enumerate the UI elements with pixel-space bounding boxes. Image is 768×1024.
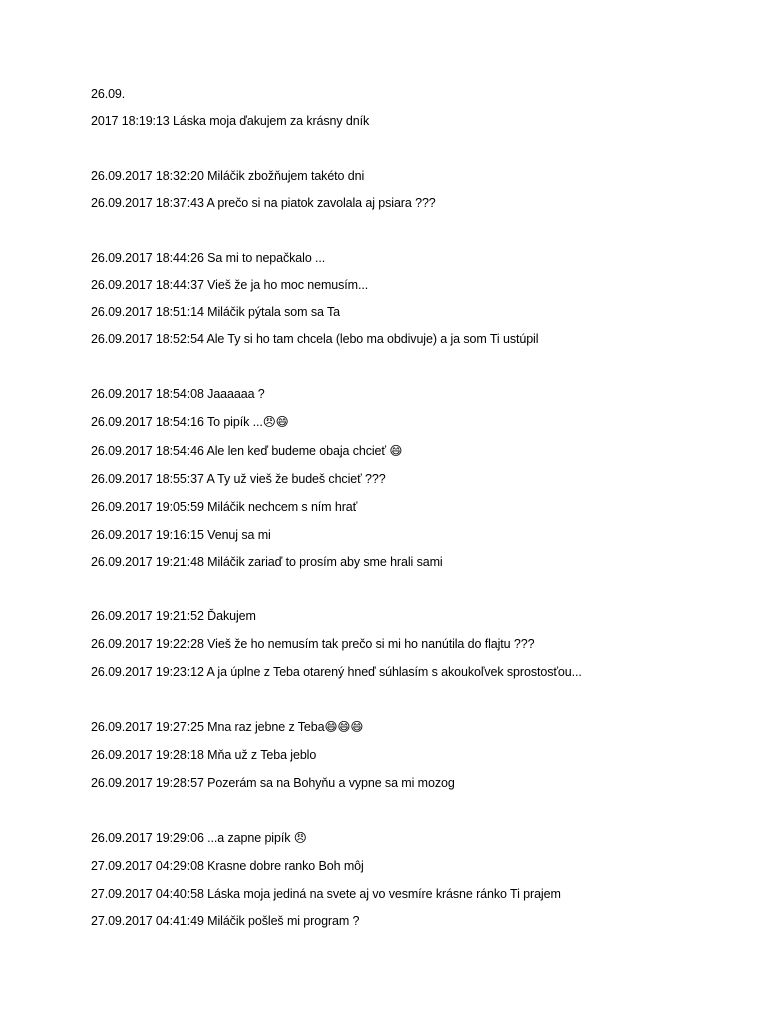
message-line: 26.09.2017 19:05:59 Miláčik nechcem s ním hrať [91, 500, 358, 514]
message-line: 26.09.2017 18:51:14 Miláčik pýtala som sa Ta [91, 305, 341, 319]
message-line: 26.09.2017 19:16:15 Venuj sa mi [91, 528, 271, 542]
message-line: 26.09.2017 18:54:46 Ale len keď budeme obaja chcieť 😄 [91, 444, 403, 458]
message-line: 26.09.2017 19:22:28 Vieš že ho nemusím tak prečo si mi ho nanútila do flajtu ??? [91, 637, 535, 651]
message-line: 26.09.2017 18:44:26 Sa mi to nepačkalo ... [91, 251, 326, 265]
message-line: 26.09. [91, 87, 126, 101]
message-line: 26.09.2017 19:21:48 Miláčik zariaď to prosím aby sme hrali sami [91, 555, 443, 569]
message-line: 27.09.2017 04:40:58 Láska moja jediná na svete aj vo vesmíre krásne ránko Ti prajem [91, 887, 561, 901]
message-line: 27.09.2017 04:41:49 Miláčik pošleš mi program ? [91, 914, 360, 928]
message-line: 26.09.2017 19:28:18 Mňa už z Teba jeblo [91, 748, 317, 762]
message-line: 26.09.2017 19:28:57 Pozerám sa na Bohyňu a vypne sa mi mozog [91, 776, 455, 790]
message-line: 26.09.2017 18:55:37 A Ty už vieš že budeš chcieť ??? [91, 472, 386, 486]
message-line: 26.09.2017 18:52:54 Ale Ty si ho tam chcela (lebo ma obdivuje) a ja som Ti ustúpil [91, 332, 539, 346]
message-line: 2017 18:19:13 Láska moja ďakujem za krásny dník [91, 114, 370, 128]
message-line: 26.09.2017 19:21:52 Ďakujem [91, 609, 256, 623]
message-line: 26.09.2017 18:54:08 Jaaaaaa ? [91, 387, 265, 401]
message-line: 26.09.2017 18:32:20 Miláčik zbožňujem takéto dni [91, 169, 365, 183]
message-line: 26.09.2017 19:27:25 Mna raz jebne z Teba😄😄😄 [91, 720, 364, 734]
message-line: 26.09.2017 18:54:16 To pipík ...😠😄 [91, 415, 289, 429]
message-line: 26.09.2017 19:29:06 ...a zapne pipík 😠 [91, 831, 307, 845]
message-line: 26.09.2017 18:37:43 A prečo si na piatok zavolala aj psiara ??? [91, 196, 436, 210]
message-line: 26.09.2017 19:23:12 A ja úplne z Teba otarený hneď súhlasím s akoukoľvek sprostosťou... [91, 665, 582, 679]
message-line: 26.09.2017 18:44:37 Vieš že ja ho moc nemusím... [91, 278, 369, 292]
message-line: 27.09.2017 04:29:08 Krasne dobre ranko Boh môj [91, 859, 364, 873]
